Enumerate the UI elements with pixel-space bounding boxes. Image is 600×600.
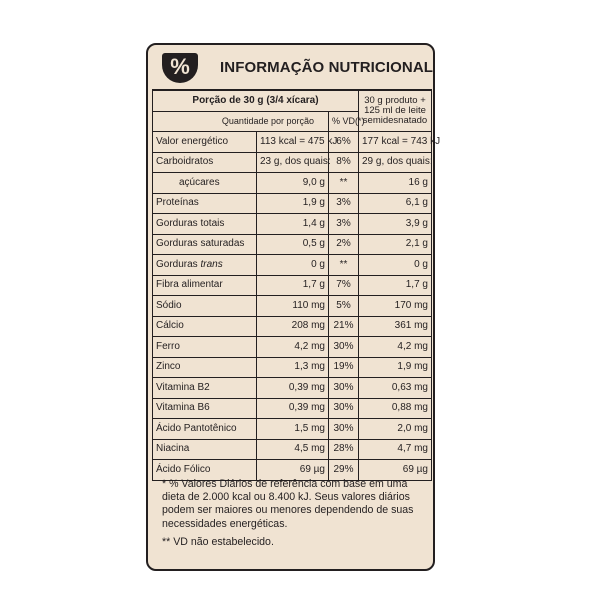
- footnotes: [162, 478, 424, 549]
- nutrient-vd: 5%: [329, 296, 359, 317]
- nutrient-vd: 2%: [329, 234, 359, 255]
- nutrient-vd: **: [329, 173, 359, 194]
- nutrient-vd: 21%: [329, 316, 359, 337]
- nutrition-facts-panel: [146, 43, 441, 571]
- table-row: [153, 234, 432, 255]
- nutrient-vd: 29%: [329, 460, 359, 481]
- nutrient-quantity: 4,5 mg: [257, 439, 329, 460]
- nutrient-vd: 7%: [329, 275, 359, 296]
- footnote-vd-not-established: ** VD não estabelecido.: [162, 535, 274, 548]
- nutrient-quantity: 208 mg: [257, 316, 329, 337]
- table-row: [153, 439, 432, 460]
- table-row: [153, 337, 432, 358]
- nutrient-quantity: 9,0 g: [257, 173, 329, 194]
- table-row: [153, 173, 432, 194]
- nutrient-quantity-with-milk: 2,1 g: [359, 234, 432, 255]
- nutrient-quantity-with-milk: 177 kcal = 743 kJ: [359, 132, 432, 153]
- nutrient-quantity: 0 g: [257, 255, 329, 276]
- table-row: [153, 357, 432, 378]
- nutrient-vd: 30%: [329, 398, 359, 419]
- nutrient-quantity-with-milk: 3,9 g: [359, 214, 432, 235]
- nutrient-quantity-with-milk: 6,1 g: [359, 193, 432, 214]
- panel-header: [148, 45, 433, 89]
- panel-title: INFORMAÇÃO NUTRICIONAL: [220, 59, 434, 76]
- nutrient-quantity-with-milk: 170 mg: [359, 296, 432, 317]
- nutrient-quantity: 4,2 mg: [257, 337, 329, 358]
- table-row: [153, 398, 432, 419]
- nutrient-name: Vitamina B2: [153, 378, 257, 399]
- table-row: [153, 275, 432, 296]
- nutrient-quantity: 1,4 g: [257, 214, 329, 235]
- vd-column-label: % VD(*): [329, 111, 359, 132]
- nutrient-quantity-with-milk: 16 g: [359, 173, 432, 194]
- nutrient-quantity: 110 mg: [257, 296, 329, 317]
- nutrient-vd: 6%: [329, 132, 359, 153]
- nutrient-quantity: 0,5 g: [257, 234, 329, 255]
- nutrient-quantity: 1,3 mg: [257, 357, 329, 378]
- table-row: [153, 296, 432, 317]
- nutrient-quantity: 0,39 mg: [257, 378, 329, 399]
- nutrient-name: Cálcio: [153, 316, 257, 337]
- nutrient-name: Ácido Fólico: [153, 460, 257, 481]
- nutrition-table: [152, 89, 441, 481]
- nutrient-name: Sódio: [153, 296, 257, 317]
- nutrient-name: Gorduras totais: [153, 214, 257, 235]
- table-row: [153, 132, 432, 153]
- nutrient-quantity: 69 µg: [257, 460, 329, 481]
- nutrient-name: Proteínas: [153, 193, 257, 214]
- nutrient-name: Gorduras saturadas: [153, 234, 257, 255]
- badge-symbol: %: [170, 54, 190, 79]
- nutrient-quantity: 1,7 g: [257, 275, 329, 296]
- nutrient-vd: 30%: [329, 419, 359, 440]
- nutrient-vd: 3%: [329, 193, 359, 214]
- nutrient-name: Ácido Pantotênico: [153, 419, 257, 440]
- nutrient-quantity-with-milk: 69 µg: [359, 460, 432, 481]
- nutrient-quantity-with-milk: 29 g, dos quais:: [359, 152, 432, 173]
- table-row: [153, 214, 432, 235]
- nutrient-quantity-with-milk: 361 mg: [359, 316, 432, 337]
- nutrient-name: Fibra alimentar: [153, 275, 257, 296]
- nutrient-vd: **: [329, 255, 359, 276]
- nutrient-vd: 19%: [329, 357, 359, 378]
- table-row: [153, 255, 432, 276]
- table-row: [153, 378, 432, 399]
- table-row: [153, 316, 432, 337]
- nutrient-quantity-with-milk: 1,7 g: [359, 275, 432, 296]
- nutrient-quantity-with-milk: 1,9 mg: [359, 357, 432, 378]
- nutrient-vd: 3%: [329, 214, 359, 235]
- nutrient-name: Niacina: [153, 439, 257, 460]
- table-row: [153, 152, 432, 173]
- nutrient-name: Valor energético: [153, 132, 257, 153]
- nutrient-vd: 30%: [329, 378, 359, 399]
- nutrient-name: Ferro: [153, 337, 257, 358]
- nutrient-quantity: 113 kcal = 475 kJ: [257, 132, 329, 153]
- header-row-portion: [153, 90, 432, 111]
- nutrient-quantity-with-milk: 0 g: [359, 255, 432, 276]
- quantity-column-label: Quantidade por porção: [153, 111, 329, 132]
- nutrient-vd: 28%: [329, 439, 359, 460]
- nutrient-quantity: 0,39 mg: [257, 398, 329, 419]
- with-milk-label: 30 g produto + 125 ml de leite semidesnatado: [359, 90, 432, 132]
- portion-label: Porção de 30 g (3/4 xícara): [153, 90, 359, 111]
- nutrient-quantity-with-milk: 4,7 mg: [359, 439, 432, 460]
- nutrient-name: Gorduras trans: [153, 255, 257, 276]
- nutrient-quantity: 23 g, dos quais:: [257, 152, 329, 173]
- table-row: [153, 193, 432, 214]
- nutrient-name: açúcares: [153, 173, 257, 194]
- footnote-vd-reference: * % Valores Diários de referência com base em uma dieta de 2.000 kcal ou 8.400 kJ. Seus valores diários podem ser maiores ou menores dependendo de suas necessidades energéticas.: [162, 478, 414, 530]
- nutrient-quantity: 1,9 g: [257, 193, 329, 214]
- table-row: [153, 460, 432, 481]
- nutrient-vd: 30%: [329, 337, 359, 358]
- nutrient-vd: 8%: [329, 152, 359, 173]
- nutrient-name: Zinco: [153, 357, 257, 378]
- nutrient-quantity-with-milk: 2,0 mg: [359, 419, 432, 440]
- nutrient-quantity-with-milk: 4,2 mg: [359, 337, 432, 358]
- nutrient-name: Vitamina B6: [153, 398, 257, 419]
- nutrient-quantity-with-milk: 0,63 mg: [359, 378, 432, 399]
- nutrient-quantity-with-milk: 0,88 mg: [359, 398, 432, 419]
- nutrient-name: Carboidratos: [153, 152, 257, 173]
- percent-bowl-icon: [162, 53, 198, 83]
- table-row: [153, 419, 432, 440]
- nutrient-quantity: 1,5 mg: [257, 419, 329, 440]
